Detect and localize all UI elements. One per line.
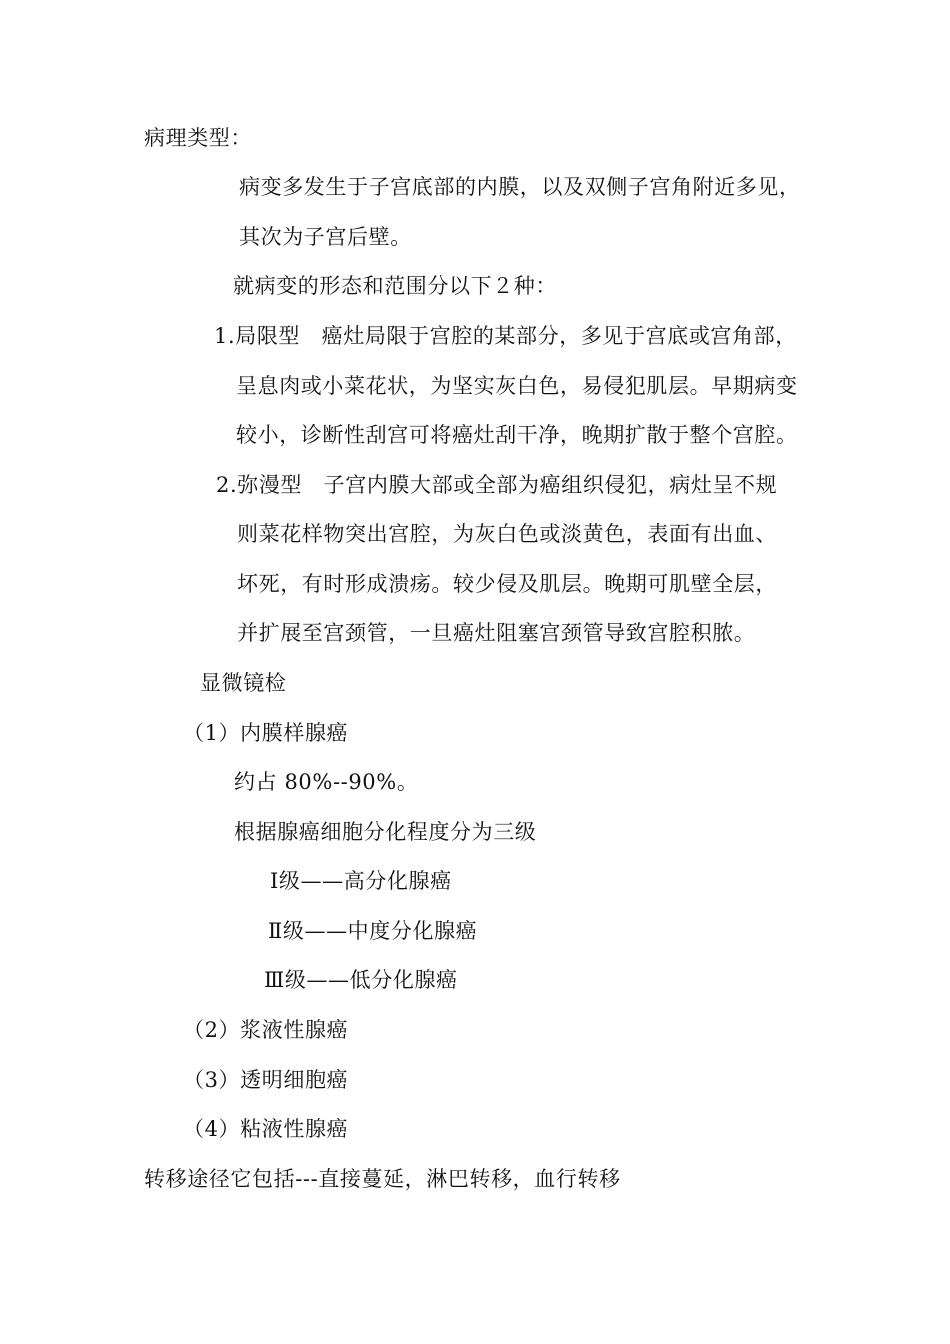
paragraph-line: 其次为子宫后壁。 bbox=[239, 225, 412, 249]
list-item-localized-type: 1.局限型 癌灶局限于宫腔的某部分，多见于宫底或宫角部， bbox=[214, 324, 797, 348]
paragraph-line: 则菜花样物突出宫腔，为灰白色或淡黄色，表面有出血、 bbox=[237, 522, 777, 546]
list-item-serous: （2）浆液性腺癌 bbox=[183, 1018, 349, 1042]
section-heading-pathology-type: 病理类型： bbox=[144, 126, 252, 150]
list-item-diffuse-type: 2.弥漫型 子宫内膜大部或全部为癌组织侵犯，病灶呈不规 bbox=[216, 473, 778, 497]
grade-item: Ⅱ级——中度分化腺癌 bbox=[268, 919, 478, 943]
paragraph-line: 根据腺癌细胞分化程度分为三级 bbox=[234, 820, 537, 844]
list-item-endometrioid: （1）内膜样腺癌 bbox=[183, 721, 349, 745]
paragraph-line: 就病变的形态和范围分以下２种： bbox=[233, 274, 557, 298]
paragraph-line: 呈息肉或小菜花状，为坚实灰白色，易侵犯肌层。早期病变 bbox=[236, 374, 798, 398]
list-item-clear-cell: （3）透明细胞癌 bbox=[183, 1068, 349, 1092]
paragraph-line: 约占 80%--90%。 bbox=[234, 770, 419, 794]
section-heading-microscopy: 显微镜检 bbox=[200, 671, 287, 695]
paragraph-line: 并扩展至宫颈管，一旦癌灶阻塞宫颈管导致宫腔积脓。 bbox=[237, 621, 756, 645]
section-heading-metastasis: 转移途径它包括---直接蔓延，淋巴转移，血行转移 bbox=[144, 1167, 621, 1191]
list-item-mucinous: （4）粘液性腺癌 bbox=[183, 1117, 349, 1141]
paragraph-line: 较小，诊断性刮宫可将癌灶刮干净，晚期扩散于整个宫腔。 bbox=[236, 423, 798, 447]
grade-item: Ⅰ级——高分化腺癌 bbox=[270, 869, 452, 893]
paragraph-line: 病变多发生于子宫底部的内膜，以及双侧子宫角附近多见， bbox=[239, 175, 801, 199]
paragraph-line: 坏死，有时形成溃疡。较少侵及肌层。晚期可肌壁全层， bbox=[237, 572, 777, 596]
grade-item: Ⅲ级——低分化腺癌 bbox=[264, 968, 458, 992]
